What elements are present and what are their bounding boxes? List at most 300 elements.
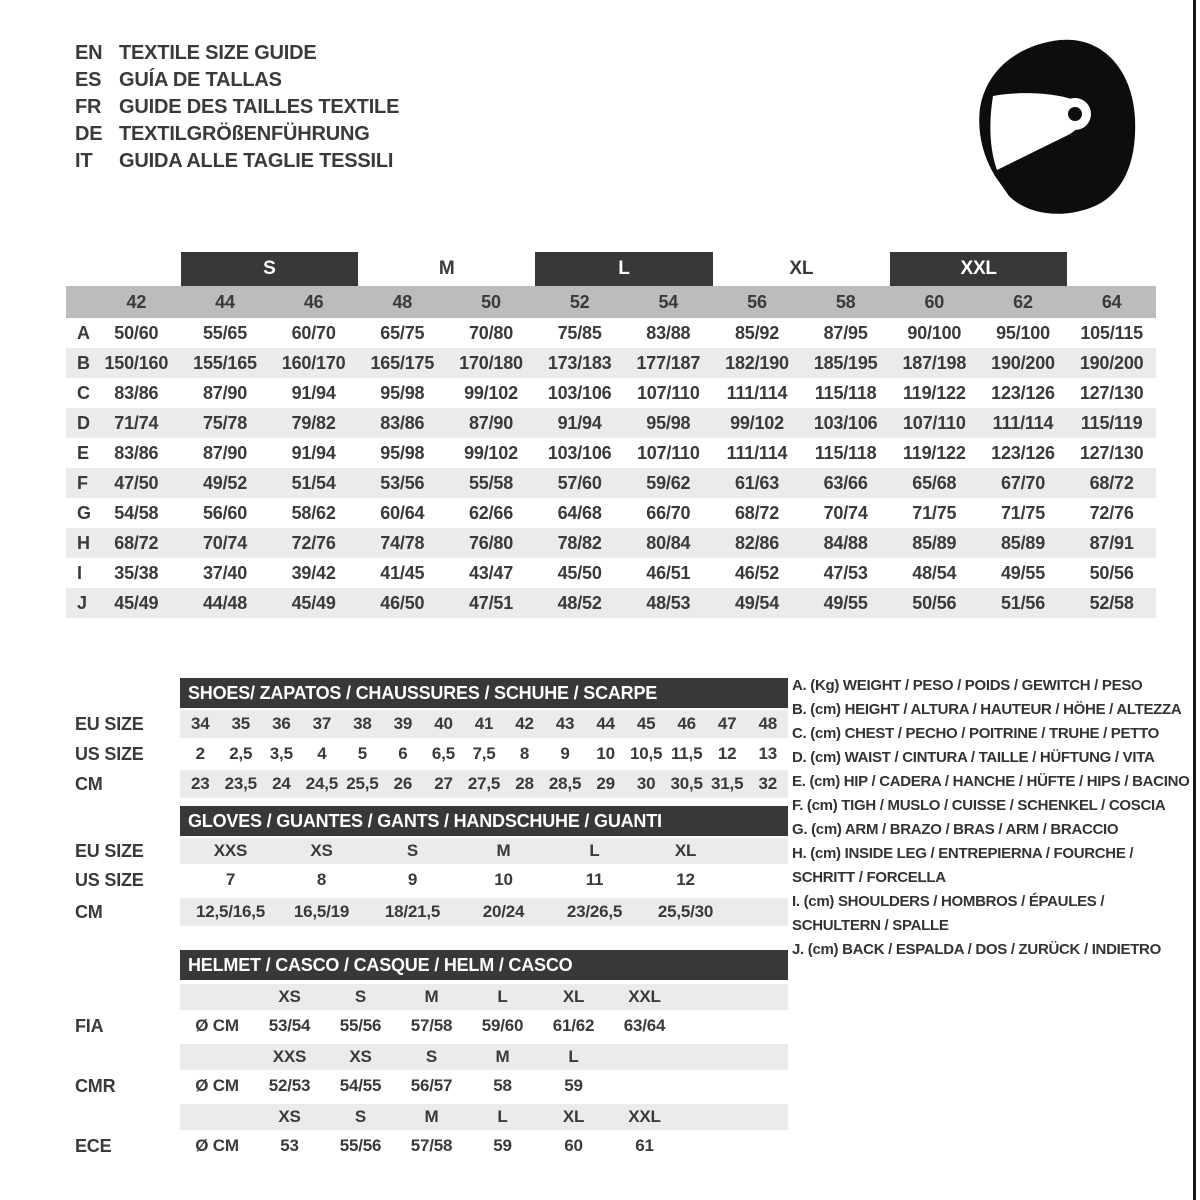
helmet-fia-size: XXL [628, 987, 661, 1006]
guide-title: GUIDA ALLE TAGLIE TESSILI [119, 150, 394, 172]
legend-item-b: B. (cm) HEIGHT / ALTURA / HAUTEUR / HÖHE / ALTEZZA [792, 701, 1182, 718]
gloves-eu-value: M [496, 841, 511, 860]
size-value: 85/89 [912, 533, 957, 553]
row-letter: G [77, 503, 91, 523]
measure-row-g [66, 498, 1156, 528]
helmet-size-spacer [180, 1044, 254, 1070]
language-code: DE [75, 123, 103, 145]
size-value: 95/98 [380, 383, 425, 403]
measure-row-h [66, 528, 1156, 558]
shoes-cm-value: 30 [636, 774, 656, 793]
helmet-fia-size: S [354, 987, 367, 1006]
shoes-eu-value: 44 [596, 714, 615, 733]
shoes-eu-size-label: EU SIZE [75, 714, 144, 734]
row-letter: A [77, 323, 90, 343]
size-column-header: 48 [392, 292, 413, 312]
size-number-row [66, 286, 1156, 318]
shoes-cm-label: CM [75, 774, 103, 794]
shoes-us-value: 3,5 [269, 744, 293, 763]
measurement-legend [792, 674, 1190, 962]
gloves-cm-value: 23/26,5 [566, 902, 623, 921]
size-value: 74/78 [380, 533, 425, 553]
helmet-fia-size: L [497, 987, 508, 1006]
size-column-header: 46 [303, 292, 324, 312]
gloves-eu-value: L [589, 841, 600, 860]
title-block [75, 40, 399, 175]
gloves-eu-row [180, 838, 788, 864]
size-value: 57/60 [557, 473, 602, 493]
size-value: 46/50 [380, 593, 425, 613]
size-value: 87/91 [1089, 533, 1134, 553]
size-value: 60/70 [291, 323, 336, 343]
helmet-fia-value: 53/54 [268, 1016, 311, 1035]
size-value: 90/100 [907, 323, 962, 343]
gloves-section-header: GLOVES / GUANTES / GANTS / HANDSCHUHE / GUANTI [180, 806, 788, 836]
size-value: 91/94 [291, 443, 336, 463]
shoes-eu-value: 38 [353, 714, 372, 733]
helmet-ece-size: XXL [628, 1107, 661, 1126]
shoes-eu-value: 47 [717, 714, 737, 733]
helmet-fia-sizes-row [180, 984, 788, 1010]
size-value: 49/55 [823, 593, 868, 613]
size-value: 50/56 [912, 593, 957, 613]
size-value: 111/114 [992, 413, 1054, 433]
shoes-cm-value: 27,5 [467, 774, 501, 793]
language-title-row [75, 40, 399, 67]
size-value: 115/118 [814, 443, 877, 463]
size-value: 50/60 [114, 323, 159, 343]
size-value: 54/58 [114, 503, 159, 523]
size-value: 47/53 [823, 563, 868, 583]
gloves-us-value: 12 [676, 870, 695, 889]
helmet-ece-value: 57/58 [410, 1136, 453, 1155]
shoes-cm-row [180, 770, 788, 798]
language-code: IT [75, 150, 93, 172]
size-value: 67/70 [1000, 473, 1046, 493]
size-value: 91/94 [291, 383, 336, 403]
size-value: 70/74 [202, 533, 248, 553]
size-value: 127/130 [1079, 443, 1144, 463]
size-value: 35/38 [114, 563, 159, 583]
helmet-cmr-values-row [180, 1072, 788, 1100]
size-value: 49/54 [734, 593, 780, 613]
size-band-m: M [438, 258, 455, 279]
size-value: 177/187 [636, 353, 701, 373]
size-value: 64/68 [557, 503, 602, 523]
page-edge-line [1193, 0, 1196, 1200]
helmet-fia-size: M [424, 987, 439, 1006]
racing-helmet-icon [975, 38, 1145, 218]
gloves-cm-value: 25,5/30 [657, 902, 714, 921]
row-letter: I [77, 563, 82, 583]
gloves-eu-value: XS [310, 841, 333, 860]
size-value: 115/118 [814, 383, 877, 403]
size-value: 150/160 [104, 353, 169, 373]
helmet-cmr-value: 59 [564, 1076, 583, 1095]
size-value: 65/75 [380, 323, 425, 343]
shoes-section-header: SHOES/ ZAPATOS / CHAUSSURES / SCHUHE / SCARPE [180, 678, 788, 708]
shoes-cm-value: 31,5 [711, 774, 744, 793]
size-value: 83/86 [114, 443, 159, 463]
measure-row-b [66, 348, 1156, 378]
size-band-xl: XL [789, 258, 814, 279]
shoes-us-value: 4 [317, 744, 327, 763]
shoes-cm-value: 29 [596, 774, 615, 793]
legend-item-i: I. (cm) SHOULDERS / HOMBROS / ÉPAULES / [792, 893, 1105, 910]
size-value: 127/130 [1079, 383, 1144, 403]
size-value: 55/65 [202, 323, 248, 343]
size-value: 65/68 [912, 473, 957, 493]
legend-item-a: A. (Kg) WEIGHT / PESO / POIDS / GEWITCH / PESO [792, 677, 1143, 694]
size-value: 107/110 [636, 443, 700, 463]
size-column-header: 56 [747, 292, 767, 312]
helmet-fia-size: XL [562, 987, 585, 1006]
helmet-ece-value: 60 [564, 1136, 583, 1155]
helmet-ece-value: 53 [280, 1136, 299, 1155]
size-value: 48/52 [557, 593, 602, 613]
row-letter: J [77, 593, 87, 613]
size-value: 66/70 [646, 503, 691, 523]
size-value: 37/40 [202, 563, 248, 583]
guide-title: GUIDE DES TAILLES TEXTILE [119, 96, 400, 118]
num-spacer [66, 286, 92, 318]
size-value: 103/106 [547, 443, 612, 463]
shoes-eu-value: 37 [312, 714, 332, 733]
shoes-eu-value: 35 [231, 714, 251, 733]
shoes-cm-value: 26 [393, 774, 413, 793]
helmet-ece-size: S [354, 1107, 367, 1126]
legend-item-d: D. (cm) WAIST / CINTURA / TAILLE / HÜFTUNG / VITA [792, 749, 1155, 766]
helmet-ece-values-row [180, 1132, 788, 1160]
shoes-us-value: 8 [519, 744, 530, 763]
band-spacer [66, 252, 92, 286]
size-value: 71/74 [114, 413, 159, 433]
gloves-cm-value: 20/24 [482, 902, 525, 921]
size-value: 70/80 [468, 323, 514, 343]
shoes-cm-value: 30,5 [670, 774, 703, 793]
legend-item-g: G. (cm) ARM / BRAZO / BRAS / ARM / BRACCIO [792, 821, 1119, 838]
shoes-cm-value: 25,5 [346, 774, 379, 793]
helmet-fia-value: 55/56 [339, 1016, 382, 1035]
helmet-ece-value: 59 [493, 1136, 512, 1155]
helmet-cmr-label: CMR [75, 1076, 116, 1096]
size-value: 165/175 [370, 353, 435, 373]
size-value: 80/84 [646, 533, 691, 553]
size-value: 103/106 [813, 413, 878, 433]
size-value: 170/180 [459, 353, 523, 373]
measure-row-i [66, 558, 1156, 588]
size-value: 41/45 [380, 563, 425, 583]
helmet-fia-value: 63/64 [623, 1016, 666, 1035]
helmet-cmr-size: M [495, 1047, 510, 1066]
shoes-cm-value: 28,5 [548, 774, 582, 793]
size-value: 190/200 [991, 353, 1055, 373]
shoes-us-value: 9 [560, 744, 570, 763]
language-title-row [75, 121, 399, 148]
size-column-header: 52 [569, 292, 590, 312]
legend-item-i: SCHULTERN / SPALLE [792, 917, 949, 934]
shoes-us-value: 12 [717, 744, 737, 763]
helmet-ece-size: XL [562, 1107, 585, 1126]
gloves-cm-value: 18/21,5 [384, 902, 441, 921]
helmet-fia-value: 59/60 [481, 1016, 524, 1035]
size-column-header: 42 [126, 292, 147, 312]
size-value: 60/64 [380, 503, 425, 523]
shoes-eu-row [180, 710, 788, 738]
size-value: 82/86 [734, 533, 780, 553]
gloves-us-size-label: US SIZE [75, 870, 144, 890]
size-value: 45/50 [557, 563, 602, 583]
legend-item-e: E. (cm) HIP / CADERA / HANCHE / HÜFTE / HIPS / BACINO [792, 773, 1190, 790]
shoes-cm-value: 27 [434, 774, 453, 793]
size-value: 107/110 [902, 413, 966, 433]
gloves-cm-label: CM [75, 902, 103, 922]
size-value: 53/56 [380, 473, 425, 493]
size-value: 51/54 [291, 473, 336, 493]
size-value: 103/106 [547, 383, 612, 403]
helmet-fia-size: XS [278, 987, 301, 1006]
size-value: 111/114 [726, 443, 788, 463]
size-value: 78/82 [557, 533, 602, 553]
size-value: 119/122 [902, 383, 966, 403]
size-value: 187/198 [902, 353, 967, 373]
guide-title: GUÍA DE TALLAS [119, 69, 282, 91]
shoes-eu-value: 42 [515, 714, 534, 733]
size-value: 85/92 [734, 323, 780, 343]
shoes-us-value: 5 [357, 744, 368, 763]
row-letter: E [77, 443, 89, 463]
legend-item-j: J. (cm) BACK / ESPALDA / DOS / ZURÜCK / INDIETRO [792, 941, 1161, 958]
main-size-table [66, 252, 1156, 618]
measure-row-d [66, 408, 1156, 438]
size-value: 49/55 [1000, 563, 1046, 583]
size-value: 155/165 [193, 353, 257, 373]
size-value: 75/85 [557, 323, 602, 343]
size-value: 75/78 [202, 413, 248, 433]
shoes-us-value: 6,5 [431, 744, 455, 763]
size-value: 95/98 [380, 443, 425, 463]
size-value: 84/88 [823, 533, 868, 553]
size-value: 48/53 [646, 593, 691, 613]
shoes-us-value: 10,5 [629, 744, 663, 763]
size-value: 99/102 [464, 383, 518, 403]
shoes-us-size-label: US SIZE [75, 744, 144, 764]
helmet-cmr-value: 58 [493, 1076, 512, 1095]
helmet-ece-label: ECE [75, 1136, 112, 1156]
helmet-ece-size: M [424, 1107, 439, 1126]
legend-item-f: F. (cm) TIGH / MUSLO / CUISSE / SCHENKEL / COSCIA [792, 797, 1166, 814]
helmet-cmr-size: XS [349, 1047, 372, 1066]
size-value: 47/50 [114, 473, 159, 493]
size-value: 105/115 [1080, 323, 1143, 343]
size-value: 45/49 [114, 593, 159, 613]
row-letter: C [77, 383, 90, 403]
legend-item-c: C. (cm) CHEST / PECHO / POITRINE / TRUHE / PETTO [792, 725, 1160, 742]
helmet-ece-sizes-row [180, 1104, 788, 1130]
legend-item-h: SCHRITT / FORCELLA [792, 869, 946, 886]
size-value: 115/119 [1080, 413, 1143, 433]
shoes-cm-value: 24,5 [305, 774, 338, 793]
row-letter: H [77, 533, 90, 553]
shoes-eu-value: 34 [191, 714, 210, 733]
row-letter: B [77, 353, 90, 373]
legend-item-h: H. (cm) INSIDE LEG / ENTREPIERNA / FOURCHE / [792, 845, 1134, 862]
size-value: 46/51 [646, 563, 691, 583]
row-letter: D [77, 413, 90, 433]
size-band-row [66, 252, 1156, 286]
size-value: 123/126 [991, 383, 1055, 403]
size-band-l: L [535, 252, 712, 286]
helmet-size-spacer [180, 984, 254, 1010]
shoes-cm-value: 23 [191, 774, 210, 793]
size-value: 44/48 [202, 593, 248, 613]
size-value: 91/94 [557, 413, 602, 433]
gloves-us-value: 10 [494, 870, 513, 889]
helmet-cmr-size: S [425, 1047, 438, 1066]
size-value: 46/52 [734, 563, 780, 583]
size-value: 62/66 [468, 503, 514, 523]
shoes-us-value: 10 [596, 744, 615, 763]
size-value: 107/110 [636, 383, 700, 403]
size-column-header: 60 [924, 292, 945, 312]
size-value: 63/66 [823, 473, 868, 493]
size-value: 87/90 [468, 413, 514, 433]
size-value: 79/82 [291, 413, 336, 433]
size-value: 52/58 [1089, 593, 1134, 613]
size-value: 190/200 [1079, 353, 1144, 373]
language-title-row [75, 67, 399, 94]
size-column-header: 58 [835, 292, 856, 312]
helmet-fia-values-row [180, 1012, 788, 1040]
helmet-cmr-value: 52/53 [268, 1076, 311, 1095]
size-value: 87/90 [202, 383, 248, 403]
gloves-us-value: 11 [585, 870, 604, 889]
helmet-cmr-size: XXS [272, 1047, 307, 1066]
shoes-us-value: 6 [398, 744, 408, 763]
size-band-s: S [181, 252, 358, 286]
size-value: 68/72 [1089, 473, 1134, 493]
shoes-eu-value: 45 [636, 714, 656, 733]
size-value: 71/75 [1000, 503, 1046, 523]
size-value: 39/42 [291, 563, 336, 583]
size-value: 45/49 [291, 593, 336, 613]
guide-title: TEXTILGRÖßENFÜHRUNG [119, 123, 370, 145]
size-value: 83/86 [114, 383, 159, 403]
size-value: 99/102 [730, 413, 784, 433]
size-value: 71/75 [912, 503, 957, 523]
helmet-diameter-label: Ø CM [195, 1136, 239, 1155]
language-code: FR [75, 96, 102, 118]
size-value: 61/63 [734, 473, 780, 493]
size-column-header: 62 [1013, 292, 1033, 312]
size-value: 83/86 [380, 413, 425, 433]
gloves-cm-value: 16,5/19 [293, 902, 350, 921]
guide-title: TEXTILE SIZE GUIDE [119, 42, 317, 64]
size-column-header: 54 [658, 292, 679, 312]
helmet-size-spacer [180, 1104, 254, 1130]
size-value: 72/76 [291, 533, 336, 553]
shoes-eu-value: 36 [272, 714, 291, 733]
helmet-diameter-label: Ø CM [195, 1076, 239, 1095]
size-value: 123/126 [991, 443, 1055, 463]
size-column-header: 64 [1101, 292, 1122, 312]
shoes-us-value: 7,5 [472, 744, 496, 763]
helmet-ece-size: XS [278, 1107, 301, 1126]
shoes-eu-value: 43 [555, 714, 575, 733]
measure-row-c [66, 378, 1156, 408]
size-value: 87/95 [823, 323, 868, 343]
shoes-eu-value: 39 [393, 714, 413, 733]
size-value: 49/52 [202, 473, 248, 493]
gloves-cm-row [180, 898, 788, 926]
size-value: 160/170 [281, 353, 346, 373]
size-value: 59/62 [646, 473, 691, 493]
gloves-eu-value: S [406, 841, 419, 860]
gloves-us-row [180, 866, 788, 894]
size-value: 76/80 [468, 533, 514, 553]
shoes-cm-value: 28 [515, 774, 534, 793]
helmet-ece-value: 55/56 [339, 1136, 382, 1155]
helmet-ece-value: 61 [635, 1136, 654, 1155]
measure-row-j [66, 588, 1156, 618]
size-value: 111/114 [726, 383, 788, 403]
language-title-row [75, 148, 399, 175]
gloves-eu-size-label: EU SIZE [75, 841, 144, 861]
helmet-fia-value: 57/58 [410, 1016, 453, 1035]
shoes-eu-value: 41 [474, 714, 494, 733]
helmet-cmr-value: 56/57 [410, 1076, 453, 1095]
size-value: 83/88 [646, 323, 691, 343]
gloves-us-value: 9 [407, 870, 418, 889]
helmet-cmr-sizes-row [180, 1044, 788, 1070]
shoes-cm-value: 32 [758, 774, 777, 793]
helmet-fia-label: FIA [75, 1016, 104, 1036]
size-value: 95/100 [996, 323, 1050, 343]
size-value: 70/74 [823, 503, 868, 523]
gloves-us-value: 8 [316, 870, 327, 889]
gloves-eu-value: XL [674, 841, 697, 860]
size-value: 68/72 [114, 533, 159, 553]
size-value: 50/56 [1089, 563, 1134, 583]
row-letter: F [77, 473, 88, 493]
gloves-eu-value: XXS [213, 841, 248, 860]
size-value: 68/72 [734, 503, 780, 523]
size-column-header: 44 [215, 292, 235, 312]
size-value: 56/60 [202, 503, 248, 523]
size-value: 99/102 [464, 443, 518, 463]
gloves-cm-value: 12,5/16,5 [195, 902, 266, 921]
helmet-section-header: HELMET / CASCO / CASQUE / HELM / CASCO [180, 950, 788, 980]
size-value: 173/183 [547, 353, 612, 373]
shoes-us-value: 2 [195, 744, 205, 763]
measure-row-a [66, 318, 1156, 348]
shoes-eu-value: 40 [434, 714, 453, 733]
size-value: 43/47 [468, 563, 514, 583]
size-value: 85/89 [1000, 533, 1046, 553]
gloves-us-value: 7 [225, 870, 236, 889]
measure-row-f [66, 468, 1156, 498]
helmet-cmr-size: L [568, 1047, 579, 1066]
measure-row-e [66, 438, 1156, 468]
measurement-rows [66, 318, 1156, 618]
helmet-ece-size: L [497, 1107, 508, 1126]
size-value: 182/190 [725, 353, 789, 373]
helmet-fia-value: 61/62 [552, 1016, 595, 1035]
size-value: 95/98 [646, 413, 691, 433]
shoes-cm-value: 24 [272, 774, 291, 793]
size-value: 47/51 [468, 593, 514, 613]
shoes-eu-value: 48 [758, 714, 777, 733]
